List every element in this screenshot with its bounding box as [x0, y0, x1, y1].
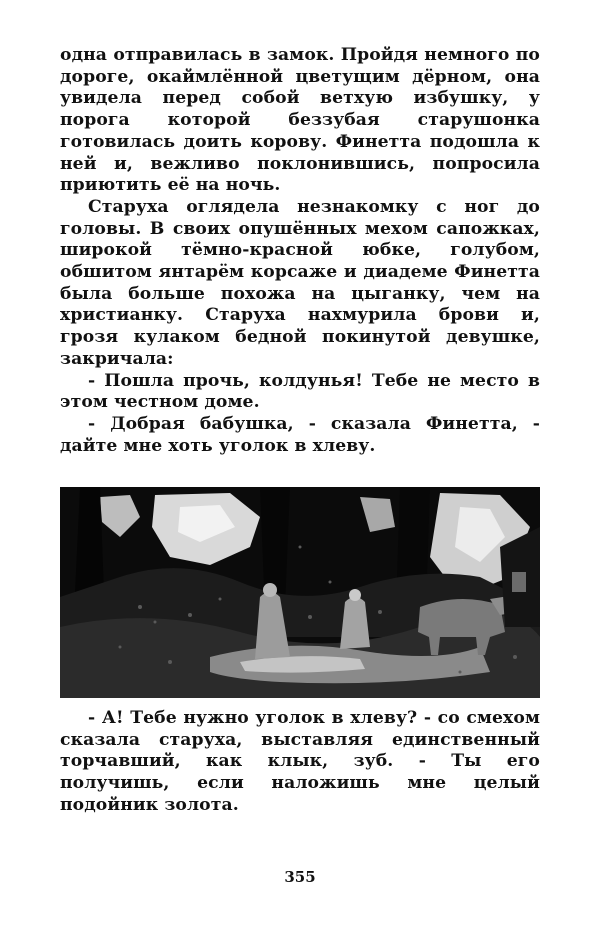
- paragraph-2: Старуха оглядела незнакомку с ног до головы. В своих опушённых мехом сапожках, широкой тёмно-красной юбке, голубом, обшитом янтарём корсаже и диадеме Финетта была больше похожа на цыганку, чем на христианку. Старуха нахмурила брови и, грозя кулаком бедной покинутой девушке, закричала:: [60, 196, 540, 369]
- page-number: 355: [284, 868, 316, 886]
- paragraph-1: одна отправилась в замок. Пройдя немного по дороге, окаймлённой цветущим дёрном, она увидела перед собой ветхую избушку, у порога которой беззубая старушонка готовилась доить корову. Финетта подошла к ней и, вежливо поклонившись, попросила приютить её на ночь.: [60, 45, 540, 196]
- paragraph-5: - А! Тебе нужно уголок в хлеву? - со смехом сказала старуха, выставляя единственный торчавший, как клык, зуб. - Ты его получишь, если наложишь мне целый подойник золота.: [60, 708, 540, 815]
- forest-illustration: [60, 487, 540, 698]
- engraving-image: [60, 487, 540, 698]
- paragraph-3: - Пошла прочь, колдунья! Тебе не место в этом честном доме.: [60, 370, 540, 413]
- bottom-text-block: [60, 708, 540, 817]
- paragraph-4: - Добрая бабушка, - сказала Финетта, - дайте мне хоть уголок в хлеву.: [60, 413, 540, 456]
- top-text-block: [60, 45, 540, 457]
